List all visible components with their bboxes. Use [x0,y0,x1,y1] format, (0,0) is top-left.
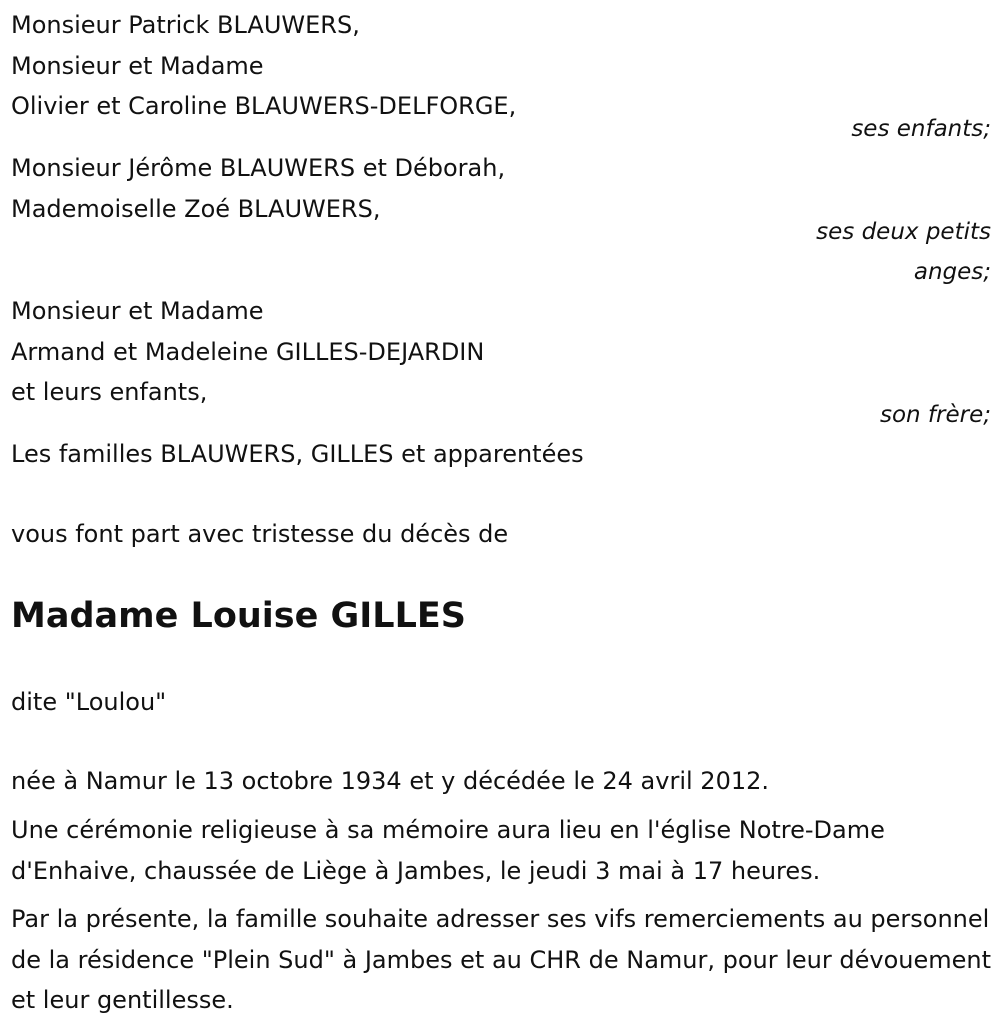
relation-grandchildren-line1: ses deux petits [816,219,991,245]
family-line: et leurs enfants, [11,378,208,406]
families-line: Les familles BLAUWERS, GILLES et apparentées [11,440,584,468]
family-line: Mademoiselle Zoé BLAUWERS, [11,194,381,223]
ceremony-paragraph: Une cérémonie religieuse à sa mémoire aura lieu en l'église Notre-Dame d'Enhaive, chaussée de Liège à Jambes, le jeudi 3 mai à 17 heures. [11,816,885,885]
family-line: Armand et Madeleine GILLES-DEJARDIN [11,337,485,366]
relation-brother: son frère; [879,402,991,428]
thanks-paragraph: Par la présente, la famille souhaite adresser ses vifs remerciements au personnel de la résidence "Plein Sud" à Jambes et au CHR de Namur, pour leur dévouement et leur gentillesse. [11,905,992,1014]
nickname-line: dite "Loulou" [11,688,167,716]
brother-group [11,291,991,413]
family-line: Monsieur et Madame [11,297,264,325]
relation-grandchildren-line2: anges; [913,259,991,285]
relation-children: ses enfants; [851,116,991,142]
family-line: Monsieur et Madame [11,51,264,80]
announcement-line: vous font part avec tristesse du décès de [11,520,509,548]
deceased-name: Madame Louise GILLES [11,596,466,636]
birth-death-line: née à Namur le 13 octobre 1934 et y décédée le 24 avril 2012. [11,767,770,795]
family-line: Monsieur Patrick BLAUWERS, [11,11,360,39]
family-line: Olivier et Caroline BLAUWERS-DELFORGE, [11,92,517,120]
family-line: Monsieur Jérôme BLAUWERS et Déborah, [11,154,506,182]
children-group [11,5,991,127]
